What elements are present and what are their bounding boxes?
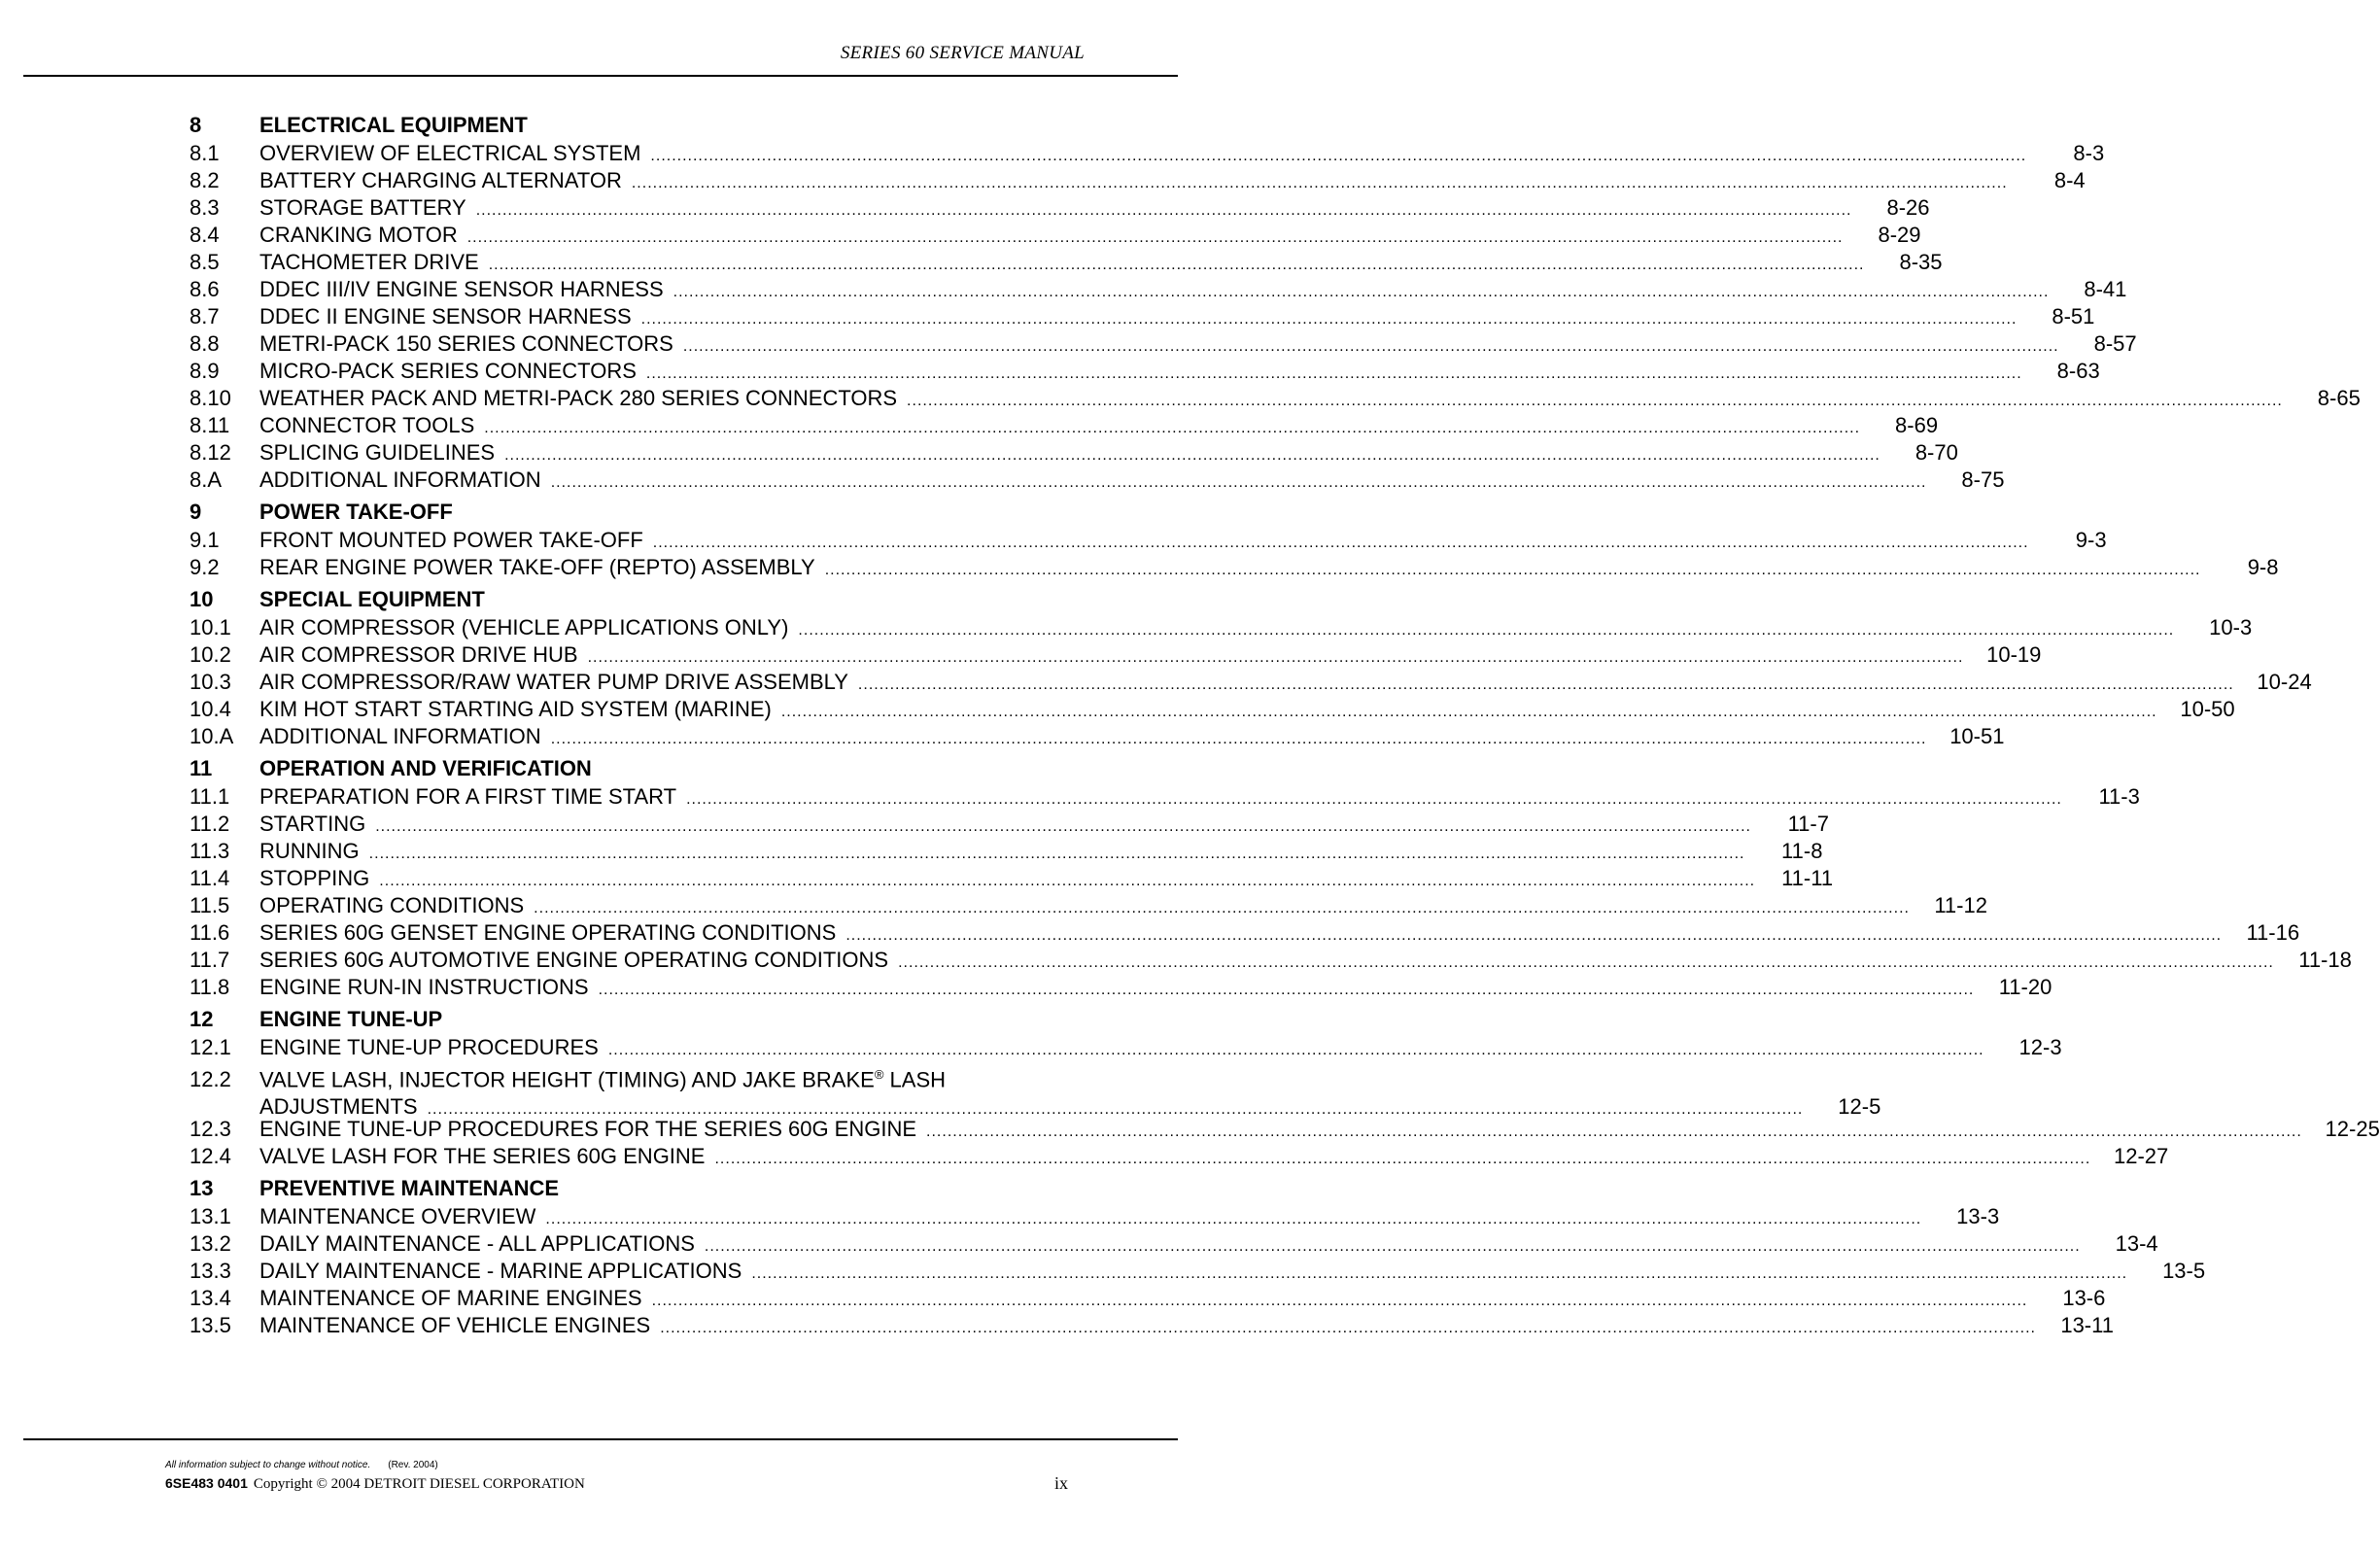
dot-leader: .................................................................................................................................................................................................................................................................... <box>466 229 1844 246</box>
section-number: 12 <box>190 1007 214 1031</box>
entry-number: 8.8 <box>190 331 220 356</box>
entry-number: 8.5 <box>190 250 220 274</box>
entry-main <box>259 919 2299 950</box>
entry-main <box>259 811 1829 841</box>
entry-title: ENGINE TUNE-UP PROCEDURES FOR THE SERIES 60G ENGINE <box>259 1117 917 1141</box>
entry-main <box>259 276 2126 306</box>
dot-leader: .................................................................................................................................................................................................................................................................... <box>550 474 1927 491</box>
entry-title: MICRO-PACK SERIES CONNECTORS <box>259 359 637 383</box>
toc-entry <box>190 412 1939 439</box>
toc-entry <box>190 1285 2106 1312</box>
entry-title: METRI-PACK 150 SERIES CONNECTORS <box>259 331 673 356</box>
section-heading <box>190 111 1089 140</box>
entry-number: 11.5 <box>190 893 230 917</box>
section-heading <box>190 498 1089 527</box>
entry-title: DDEC III/IV ENGINE SENSOR HARNESS <box>259 277 664 301</box>
entry-body <box>259 412 1938 442</box>
page-number: ix <box>1053 1473 1068 1493</box>
entry-main <box>259 892 1987 922</box>
section-heading <box>190 1005 1089 1034</box>
entry-title: OPERATING CONDITIONS <box>259 893 525 917</box>
entry-title: PREPARATION FOR A FIRST TIME START <box>259 784 677 809</box>
toc-entry <box>190 1312 2114 1339</box>
section-title: ENGINE TUNE-UP <box>259 1007 443 1031</box>
dot-leader: .................................................................................................................................................................................................................................................................... <box>427 1101 1804 1119</box>
entry-main <box>259 439 1958 469</box>
entry-number: 13.2 <box>190 1231 231 1256</box>
entry-main <box>259 1116 2380 1146</box>
entry-page: 9-3 <box>2075 528 2107 552</box>
entry-number: 8.1 <box>190 141 220 165</box>
entry-page: 10-24 <box>2257 670 2312 694</box>
entry-main <box>259 1230 2158 1261</box>
dot-leader: .................................................................................................................................................................................................................................................................... <box>488 257 1865 273</box>
toc-entry <box>190 439 1958 466</box>
entry-page: 8-51 <box>2052 304 2095 328</box>
entry-number: 8.11 <box>190 413 230 437</box>
entry-main <box>259 974 2052 1004</box>
toc-entry <box>190 385 2361 412</box>
entry-title: WEATHER PACK AND METRI-PACK 280 SERIES CONNECTORS <box>259 386 898 410</box>
entry-main <box>259 358 2100 388</box>
entry-body <box>259 892 1987 922</box>
toc-entry <box>190 947 2352 974</box>
dot-leader: .................................................................................................................................................................................................................................................................... <box>607 1042 1984 1058</box>
footer-document-id <box>165 1475 585 1493</box>
section-title: PREVENTIVE MAINTENANCE <box>259 1176 560 1200</box>
entry-page: 10-50 <box>2180 697 2235 721</box>
entry-main <box>259 783 2140 813</box>
entry-body <box>259 358 2100 388</box>
entry-number: 11.3 <box>190 839 230 863</box>
dot-leader: .................................................................................................................................................................................................................................................................... <box>534 900 1910 916</box>
entry-number: 10.4 <box>190 697 231 721</box>
entry-main <box>259 838 1822 868</box>
entry-page: 8-29 <box>1878 223 1921 247</box>
entry-main <box>259 303 2094 333</box>
entry-title: ADDITIONAL INFORMATION <box>259 724 541 748</box>
toc-section <box>190 498 2279 581</box>
table-of-contents <box>190 111 2380 1343</box>
entry-title: STARTING <box>259 812 366 836</box>
entry-title: TACHOMETER DRIVE <box>259 250 479 274</box>
dot-leader: .................................................................................................................................................................................................................................................................... <box>504 447 1880 464</box>
dot-leader: .................................................................................................................................................................................................................................................................... <box>652 535 2029 551</box>
entry-number: 8.2 <box>190 168 220 192</box>
entry-body <box>259 865 1833 895</box>
entry-number: 11.4 <box>190 866 230 890</box>
footer-doc-number: 6SE483 0401 <box>165 1475 248 1491</box>
entry-number: 10.2 <box>190 642 231 667</box>
entry-page: 11-18 <box>2298 948 2352 972</box>
entry-number: 11.7 <box>190 948 230 972</box>
toc-entry <box>190 303 2095 330</box>
entry-number: 13.1 <box>190 1204 231 1228</box>
dot-leader: .................................................................................................................................................................................................................................................................... <box>673 284 2050 300</box>
section-title: ELECTRICAL EQUIPMENT <box>259 113 528 137</box>
entry-main <box>259 1285 2105 1315</box>
toc-entry <box>190 527 2107 554</box>
entry-body <box>259 696 2235 726</box>
entry-page: 8-75 <box>1961 467 2005 492</box>
entry-number: 11.6 <box>190 920 230 945</box>
entry-number: 13.4 <box>190 1286 231 1310</box>
entry-number: 8.A <box>190 467 223 492</box>
entry-title: ENGINE RUN-IN INSTRUCTIONS <box>259 975 589 999</box>
entry-main <box>259 167 2086 197</box>
section-title: SPECIAL EQUIPMENT <box>259 587 485 611</box>
entry-body <box>259 527 2107 557</box>
entry-number: 9.1 <box>190 528 220 552</box>
entry-page: 8-4 <box>2053 168 2086 192</box>
entry-body <box>259 1116 2380 1146</box>
entry-body <box>259 1203 1999 1233</box>
footer-revision: (Rev. 2004) <box>388 1460 438 1470</box>
section-number: 10 <box>190 587 214 611</box>
entry-number: 8.4 <box>190 223 220 247</box>
entry-number: 12.1 <box>190 1035 231 1059</box>
entry-body <box>259 222 1921 252</box>
dot-leader: .................................................................................................................................................................................................................................................................... <box>645 365 2022 382</box>
dot-leader: .................................................................................................................................................................................................................................................................... <box>751 1265 2128 1282</box>
dot-leader: .................................................................................................................................................................................................................................................................... <box>631 175 2008 191</box>
toc-entry <box>190 641 2042 669</box>
entry-body <box>259 1230 2158 1261</box>
toc-section <box>190 1174 2206 1339</box>
entry-title: SERIES 60G AUTOMOTIVE ENGINE OPERATING CONDITIONS <box>259 948 889 972</box>
entry-number: 8.3 <box>190 195 220 220</box>
section-heading <box>190 1174 1089 1203</box>
dot-leader: .................................................................................................................................................................................................................................................................... <box>780 704 2157 720</box>
dot-leader: .................................................................................................................................................................................................................................................................... <box>475 202 1852 219</box>
entry-number: 10.A <box>190 724 234 748</box>
entry-page: 13-4 <box>2115 1231 2158 1256</box>
entry-main <box>259 669 2312 699</box>
entry-main <box>259 554 2278 584</box>
entry-body <box>259 783 2140 813</box>
section-number: 13 <box>190 1176 214 1200</box>
entry-body <box>259 1143 2168 1173</box>
entry-title: SERIES 60G GENSET ENGINE OPERATING CONDITIONS <box>259 920 837 945</box>
section-number: 8 <box>190 113 202 137</box>
dot-leader: .................................................................................................................................................................................................................................................................... <box>660 1320 2036 1336</box>
toc-entry <box>190 222 1921 249</box>
toc-entry <box>190 783 2140 811</box>
toc-section <box>190 754 2352 1001</box>
toc-entry <box>190 1061 1881 1120</box>
entry-title: STORAGE BATTERY <box>259 195 466 220</box>
entry-title: ENGINE TUNE-UP PROCEDURES <box>259 1035 599 1059</box>
entry-title-part: VALVE LASH, INJECTOR HEIGHT (TIMING) AND JAKE BRAKE <box>259 1067 875 1092</box>
dot-leader: .................................................................................................................................................................................................................................................................... <box>640 311 2018 328</box>
entry-page: 11-11 <box>1781 866 1834 890</box>
dot-leader: .................................................................................................................................................................................................................................................................... <box>368 846 1745 862</box>
entry-title: AIR COMPRESSOR/RAW WATER PUMP DRIVE ASSEMBLY <box>259 670 848 694</box>
entry-title: BATTERY CHARGING ALTERNATOR <box>259 168 622 192</box>
entry-main <box>259 385 2361 415</box>
entry-title: ADDITIONAL INFORMATION <box>259 467 541 492</box>
entry-page: 12-27 <box>2113 1144 2169 1168</box>
entry-number: 8.6 <box>190 277 220 301</box>
entry-title: AIR COMPRESSOR (VEHICLE APPLICATIONS ONLY) <box>259 615 789 639</box>
dot-leader: .................................................................................................................................................................................................................................................................... <box>598 982 1975 998</box>
entry-number: 8.12 <box>190 440 231 465</box>
toc-entry <box>190 167 2086 194</box>
entry-main <box>259 249 1943 279</box>
entry-page: 8-35 <box>1899 250 1943 274</box>
dot-leader: .................................................................................................................................................................................................................................................................... <box>650 148 2027 164</box>
entry-main <box>259 412 1938 442</box>
entry-title-part: LASH <box>883 1067 947 1092</box>
entry-title: MAINTENANCE OVERVIEW <box>259 1204 536 1228</box>
dot-leader: .................................................................................................................................................................................................................................................................... <box>651 1293 2028 1309</box>
entry-body <box>259 1034 2062 1064</box>
entry-page: 11-20 <box>1998 975 2052 999</box>
toc-entry <box>190 865 1834 892</box>
entry-body <box>259 330 2137 361</box>
dot-leader: .................................................................................................................................................................................................................................................................... <box>545 1211 1922 1227</box>
entry-number: 12.3 <box>190 1117 231 1141</box>
entry-page: 10-51 <box>1949 724 2005 748</box>
toc-entry <box>190 554 2279 581</box>
entry-number: 13.5 <box>190 1313 231 1337</box>
entry-main <box>259 1203 1999 1233</box>
entry-page: 12-25 <box>2325 1117 2380 1141</box>
entry-title: DDEC II ENGINE SENSOR HARNESS <box>259 304 632 328</box>
entry-body <box>259 919 2299 950</box>
entry-main <box>259 527 2107 557</box>
entry-body <box>259 303 2094 333</box>
entry-page: 13-5 <box>2162 1259 2206 1283</box>
entry-page: 8-3 <box>2073 141 2105 165</box>
entry-title: DAILY MAINTENANCE - ALL APPLICATIONS <box>259 1231 695 1256</box>
entry-title: KIM HOT START STARTING AID SYSTEM (MARINE) <box>259 697 772 721</box>
entry-main <box>259 140 2104 170</box>
entry-title: OVERVIEW OF ELECTRICAL SYSTEM <box>259 141 641 165</box>
dot-leader: .................................................................................................................................................................................................................................................................... <box>484 420 1861 436</box>
toc-entry <box>190 838 1823 865</box>
dot-leader: .................................................................................................................................................................................................................................................................... <box>857 676 2234 693</box>
entry-number: 13.3 <box>190 1259 231 1283</box>
toc-section <box>190 111 2361 494</box>
section-heading <box>190 754 1089 783</box>
section-number: 11 <box>190 756 213 780</box>
entry-title: MAINTENANCE OF MARINE ENGINES <box>259 1286 642 1310</box>
entry-title-line1 <box>259 1061 1880 1093</box>
entry-page: 10-19 <box>1986 642 2042 667</box>
toc-entry <box>190 919 2300 947</box>
entry-title: CRANKING MOTOR <box>259 223 458 247</box>
section-title: POWER TAKE-OFF <box>259 500 453 524</box>
dot-leader: .................................................................................................................................................................................................................................................................... <box>686 791 2062 808</box>
entry-page: 8-65 <box>2317 386 2361 410</box>
entry-main <box>259 947 2352 977</box>
dot-leader: .................................................................................................................................................................................................................................................................... <box>907 393 2283 409</box>
entry-main <box>259 696 2235 726</box>
entry-main <box>259 330 2137 361</box>
entry-page: 8-57 <box>2093 331 2137 356</box>
entry-body <box>259 669 2312 699</box>
entry-page: 13-6 <box>2062 1286 2106 1310</box>
dot-leader: .................................................................................................................................................................................................................................................................... <box>845 927 2223 944</box>
entry-title: STOPPING <box>259 866 370 890</box>
section-number: 9 <box>190 500 202 524</box>
footer-copyright: Copyright © 2004 DETROIT DIESEL CORPORATION <box>253 1476 585 1492</box>
entry-body <box>259 974 2052 1004</box>
dot-leader: .................................................................................................................................................................................................................................................................... <box>379 873 1756 889</box>
entry-body <box>259 385 2361 415</box>
dot-leader: .................................................................................................................................................................................................................................................................... <box>714 1151 2091 1167</box>
entry-body <box>259 723 2004 753</box>
entry-body <box>259 811 1829 841</box>
toc-section <box>190 1005 2380 1170</box>
entry-body <box>259 140 2104 170</box>
entry-title: SPLICING GUIDELINES <box>259 440 496 465</box>
entry-main <box>259 194 1930 225</box>
entry-body <box>259 167 2086 197</box>
entry-body <box>259 276 2126 306</box>
entry-body <box>259 249 1943 279</box>
footer-notice-text: All information subject to change without notice. <box>165 1460 371 1470</box>
entry-body <box>259 554 2278 584</box>
toc-entry <box>190 249 1943 276</box>
entry-number: 10.1 <box>190 615 231 639</box>
toc-section <box>190 585 2312 750</box>
entry-title: RUNNING <box>259 839 360 863</box>
toc-entry <box>190 1116 2380 1143</box>
entry-number: 11.2 <box>190 812 230 836</box>
entry-page: 13-3 <box>1956 1204 2000 1228</box>
entry-main <box>259 641 2041 672</box>
toc-entry <box>190 1258 2206 1285</box>
section-title: OPERATION AND VERIFICATION <box>259 756 592 780</box>
entry-title: CONNECTOR TOOLS <box>259 413 475 437</box>
entry-body <box>259 838 1822 868</box>
entry-page: 8-63 <box>2056 359 2100 383</box>
entry-body <box>259 194 1930 225</box>
entry-main <box>259 1312 2114 1342</box>
entry-body <box>259 641 2041 672</box>
entry-body <box>259 1312 2114 1342</box>
entry-page: 11-7 <box>1787 812 1829 836</box>
entry-number: 8.7 <box>190 304 220 328</box>
entry-title: AIR COMPRESSOR DRIVE HUB <box>259 642 578 667</box>
entry-number: 11.8 <box>190 975 230 999</box>
toc-entry <box>190 614 2253 641</box>
header-rule <box>23 75 1178 77</box>
entry-main <box>259 222 1921 252</box>
entry-body <box>259 466 2004 497</box>
dot-leader: .................................................................................................................................................................................................................................................................... <box>798 622 2175 639</box>
entry-main <box>259 1258 2205 1288</box>
entry-page: 11-8 <box>1781 839 1823 863</box>
entry-page: 13-11 <box>2060 1313 2114 1337</box>
toc-entry <box>190 330 2137 358</box>
section-heading <box>190 585 1089 614</box>
entry-body <box>259 439 1958 469</box>
entry-body <box>259 1061 1880 1123</box>
entry-number: 9.2 <box>190 555 220 579</box>
entry-main <box>259 466 2004 497</box>
entry-title: ADJUSTMENTS <box>259 1094 418 1120</box>
footer-rule <box>23 1438 1178 1440</box>
toc-entry <box>190 723 2005 750</box>
toc-entry <box>190 1143 2169 1170</box>
toc-entry <box>190 358 2100 385</box>
entry-main <box>259 865 1833 895</box>
entry-page: 9-8 <box>2247 555 2279 579</box>
entry-main <box>259 614 2252 644</box>
dot-leader: .................................................................................................................................................................................................................................................................... <box>824 562 2201 578</box>
entry-title: VALVE LASH FOR THE SERIES 60G ENGINE <box>259 1144 706 1168</box>
entry-body <box>259 947 2352 977</box>
toc-entry <box>190 669 2312 696</box>
entry-body <box>259 1285 2105 1315</box>
toc-entry <box>190 1203 2000 1230</box>
toc-entry <box>190 696 2235 723</box>
dot-leader: .................................................................................................................................................................................................................................................................... <box>898 954 2274 971</box>
entry-page: 10-3 <box>2209 615 2253 639</box>
entry-number: 11.1 <box>190 784 230 809</box>
toc-entry <box>190 1230 2158 1258</box>
entry-main <box>259 723 2004 753</box>
dot-leader: .................................................................................................................................................................................................................................................................... <box>375 818 1751 835</box>
dot-leader: .................................................................................................................................................................................................................................................................... <box>926 1123 2302 1140</box>
toc-entry <box>190 194 1930 222</box>
toc-entry <box>190 1034 2062 1061</box>
registered-mark: ® <box>874 1067 884 1082</box>
entry-page: 11-12 <box>1934 893 1987 917</box>
entry-page: 12-5 <box>1838 1094 1881 1120</box>
entry-title: FRONT MOUNTED POWER TAKE-OFF <box>259 528 643 552</box>
entry-page: 8-70 <box>1914 440 1958 465</box>
footer-notice <box>165 1460 438 1470</box>
entry-number: 10.3 <box>190 670 231 694</box>
entry-number: 8.9 <box>190 359 220 383</box>
entry-title: REAR ENGINE POWER TAKE-OFF (REPTO) ASSEMBLY <box>259 555 815 579</box>
entry-title: DAILY MAINTENANCE - MARINE APPLICATIONS <box>259 1259 742 1283</box>
entry-page: 8-41 <box>2084 277 2127 301</box>
entry-body <box>259 614 2252 644</box>
toc-entry <box>190 892 1987 919</box>
entry-page: 11-3 <box>2098 784 2140 809</box>
entry-number: 8.10 <box>190 386 231 410</box>
entry-page: 12-3 <box>2018 1035 2062 1059</box>
toc-entry <box>190 140 2105 167</box>
toc-entry <box>190 811 1829 838</box>
entry-main <box>259 1143 2168 1173</box>
page-header-title: SERIES 60 SERVICE MANUAL <box>840 43 1085 63</box>
entry-page: 11-16 <box>2246 920 2300 945</box>
toc-entry <box>190 974 2052 1001</box>
entry-title: MAINTENANCE OF VEHICLE ENGINES <box>259 1313 651 1337</box>
entry-main <box>259 1034 2062 1064</box>
dot-leader: .................................................................................................................................................................................................................................................................... <box>704 1238 2081 1255</box>
entry-number: 12.4 <box>190 1144 231 1168</box>
dot-leader: .................................................................................................................................................................................................................................................................... <box>587 649 1964 666</box>
entry-page: 8-26 <box>1886 195 1930 220</box>
entry-page: 8-69 <box>1895 413 1939 437</box>
dot-leader: .................................................................................................................................................................................................................................................................... <box>550 731 1927 747</box>
entry-number: 12.2 <box>190 1067 231 1092</box>
toc-entry <box>190 276 2127 303</box>
toc-entry <box>190 466 2005 494</box>
entry-body <box>259 1258 2205 1288</box>
dot-leader: .................................................................................................................................................................................................................................................................... <box>682 338 2059 355</box>
